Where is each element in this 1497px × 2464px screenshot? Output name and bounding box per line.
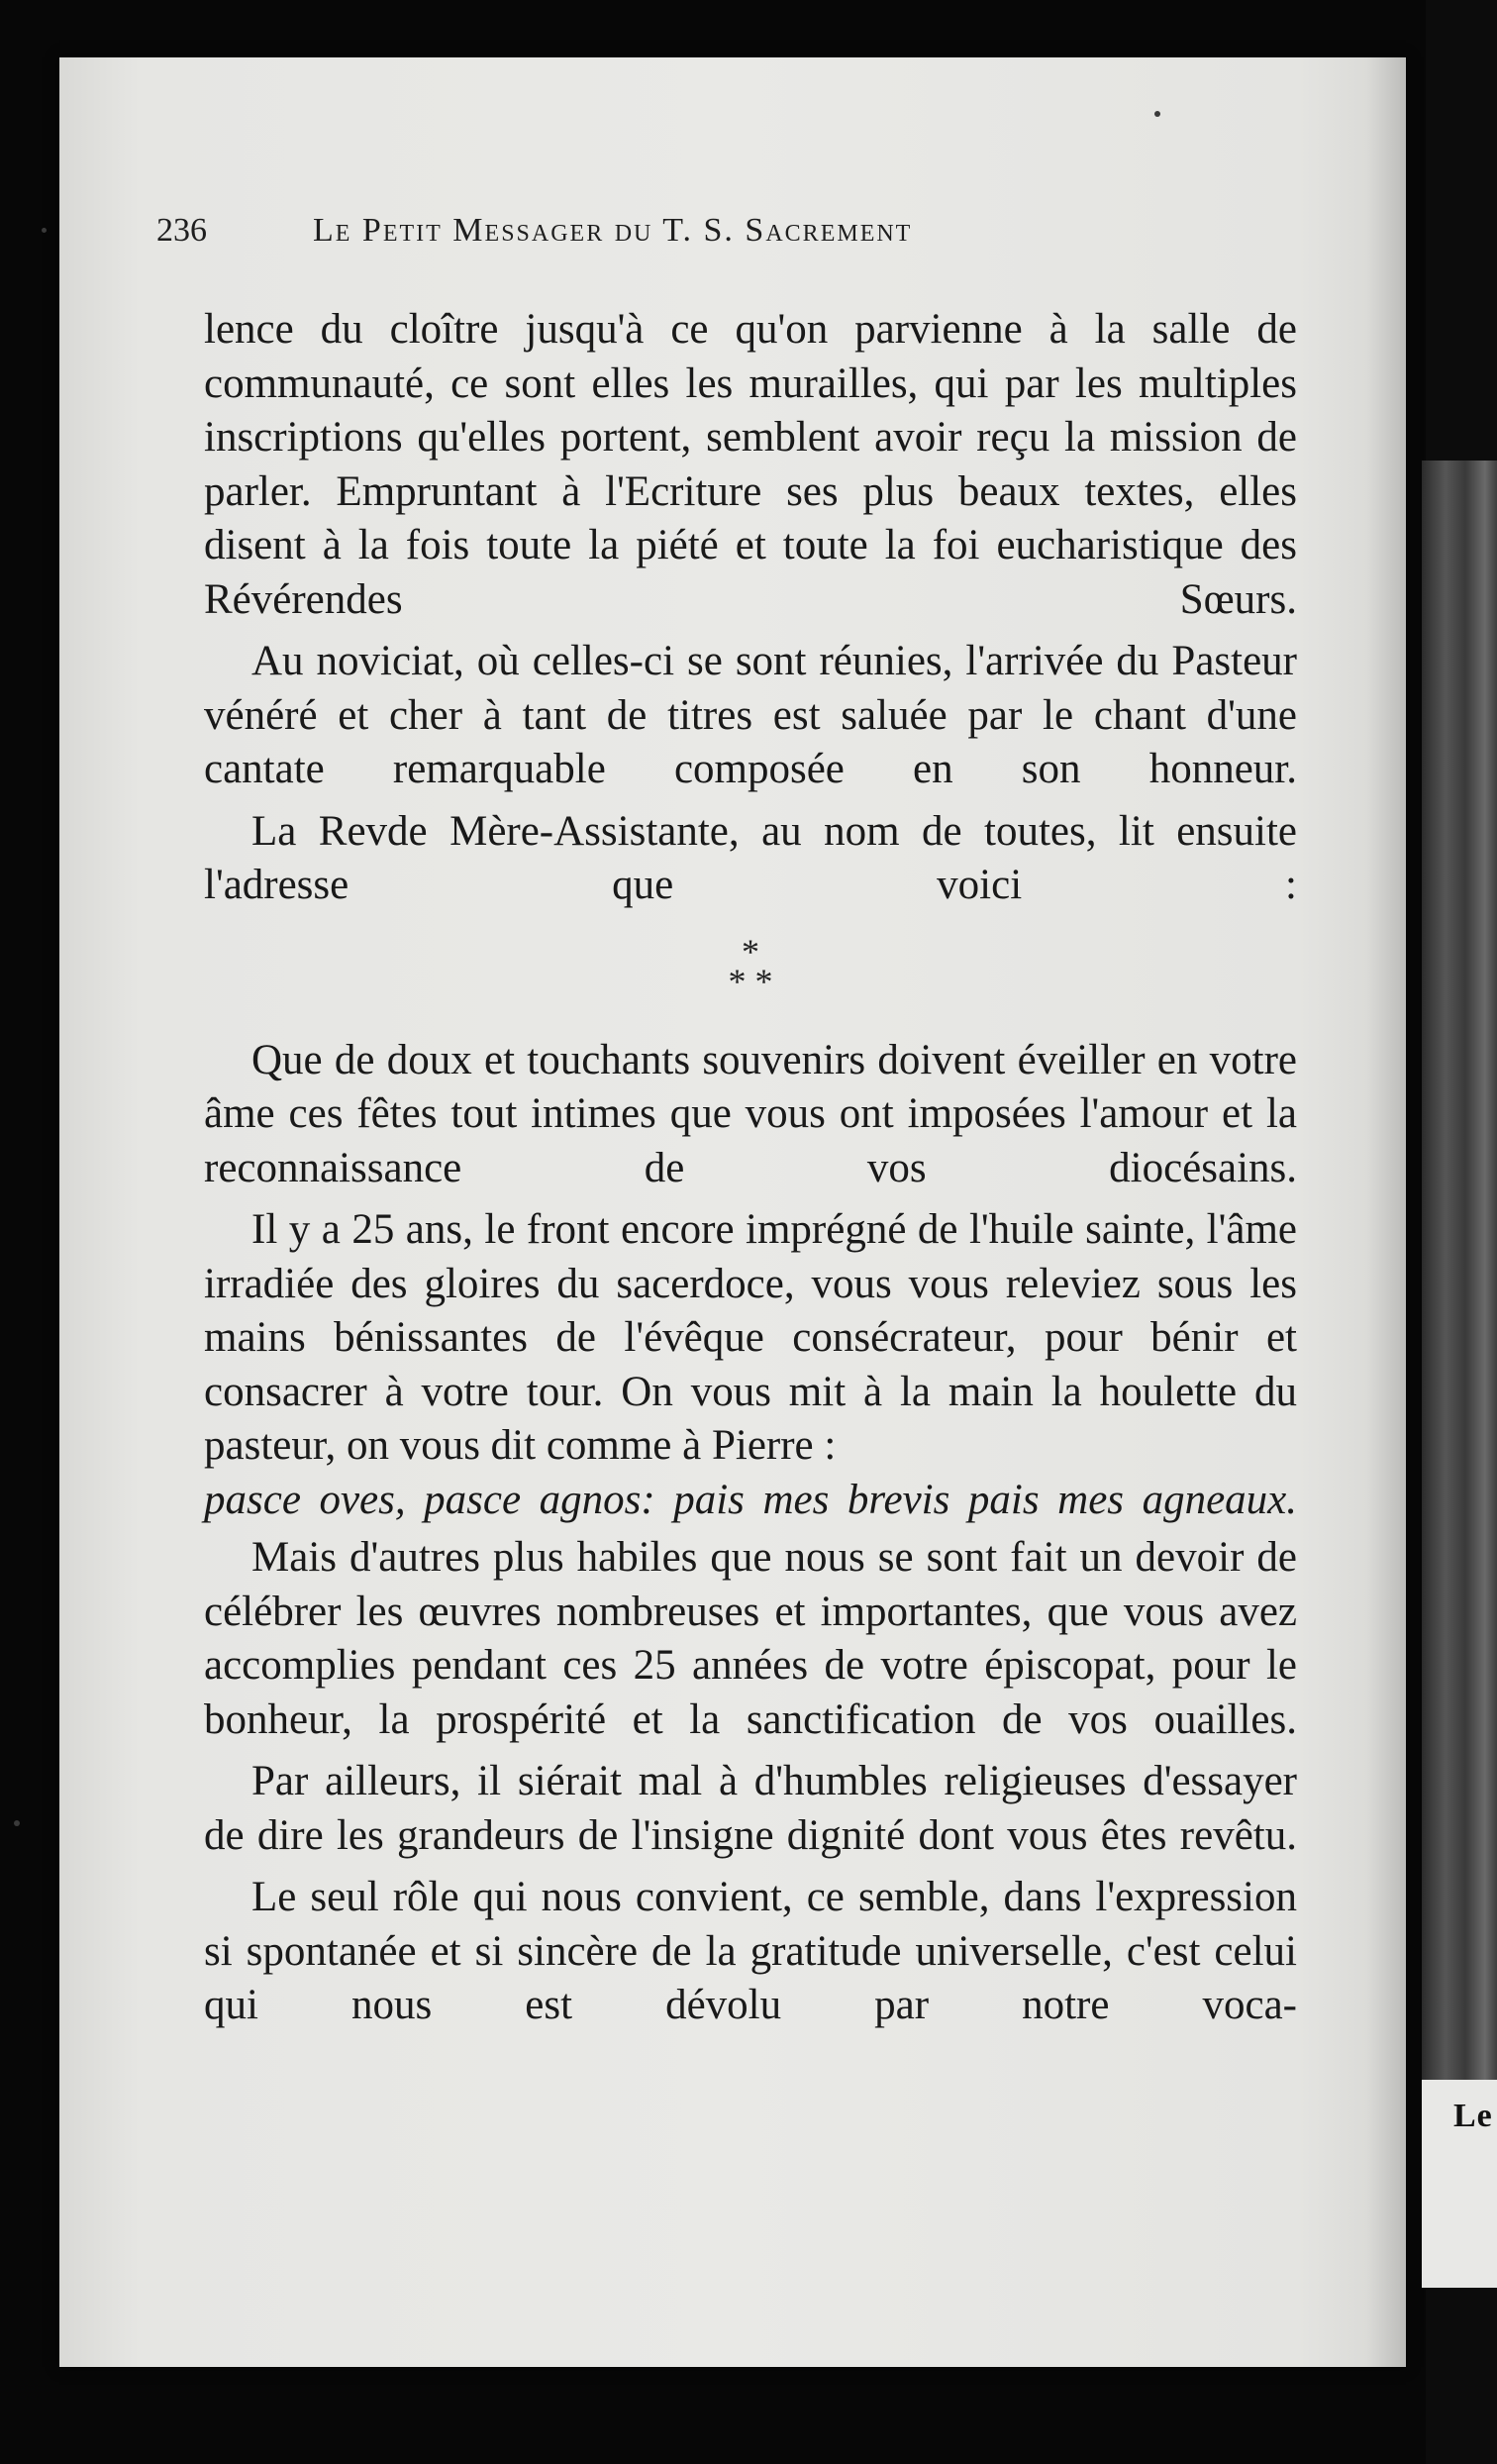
paragraph-vingt-cinq-ans: Il y a 25 ans, le front encore imprégné de l'huile sainte, l'âme irradiée des gloires du sacerdoce, vous vous releviez sous les mains bénissantes de l'évêque consécrateur, pour bénir et consacrer à votre tour. On vous mit à la main la houlette du pasteur, on vous dit comme à Pierre :	[204, 1206, 1297, 1469]
page-number: 236	[156, 212, 207, 249]
separator-asterisks-bottom: * *	[728, 961, 773, 1001]
running-title: Le Petit Messager du T. S. Sacrement	[313, 212, 913, 249]
facing-page-caption: Le	[1453, 2098, 1493, 2134]
paragraph-autres: Mais d'autres plus habiles que nous se sont fait un devoir de célébrer les œuvres nombreuses et importantes, que vous avez accomplies pendant ces 25 années de votre épiscopat, pour le bonheur, la prospérité et la sanctification de vos ouailles.	[204, 1534, 1297, 1743]
dust-speck	[14, 1820, 20, 1826]
facing-page-photo-plate	[1422, 461, 1497, 2080]
paragraph-noviciat: Au noviciat, où celles-ci se sont réunies, l'arrivée du Pasteur vénéré et cher à tant de titres est saluée par le chant d'une cantate remarquable composée en son honneur.	[204, 638, 1297, 792]
body-text	[204, 303, 1297, 2041]
latin-quotation: pasce oves, pasce agnos: pais mes brevis pais mes agneaux.	[204, 1476, 1297, 1523]
section-separator	[204, 931, 1297, 1001]
paragraph-ailleurs: Par ailleurs, il siérait mal à d'humbles religieuses d'essayer de dire les grandeurs de l'insigne dignité dont vous êtes revêtu.	[204, 1758, 1297, 1859]
paragraph-seul-role: Le seul rôle qui nous convient, ce semble, dans l'expression si spontanée et si sincère de la gratitude universelle, c'est celui qui nous est dévolu par notre voca-	[204, 1874, 1297, 2028]
paragraph-mere-assistante: La Revde Mère-Assistante, au nom de toutes, lit ensuite l'adresse que voici :	[204, 807, 1297, 908]
page-edge-shadow	[1366, 57, 1406, 2367]
paragraph-souvenirs: Que de doux et touchants souvenirs doivent éveiller en votre âme ces fêtes tout intimes que vous ont imposées l'amour et la reconnaissance de vos diocésains.	[204, 1036, 1297, 1191]
dust-speck	[42, 228, 47, 233]
running-head	[156, 212, 1335, 250]
separator-asterisk-top: *	[742, 931, 759, 972]
paragraph-continuation: lence du cloître jusqu'à ce qu'on parvienne à la salle de communauté, ce sont elles les murailles, qui par les multiples inscriptions qu'elles portent, semblent avoir reçu la mission de parler. Empruntant à l'Ecriture ses plus beaux textes, elles disent à la fois toute la piété et toute la foi eucharistique des Révérendes Sœurs.	[204, 306, 1297, 623]
dust-speck	[1154, 111, 1160, 117]
